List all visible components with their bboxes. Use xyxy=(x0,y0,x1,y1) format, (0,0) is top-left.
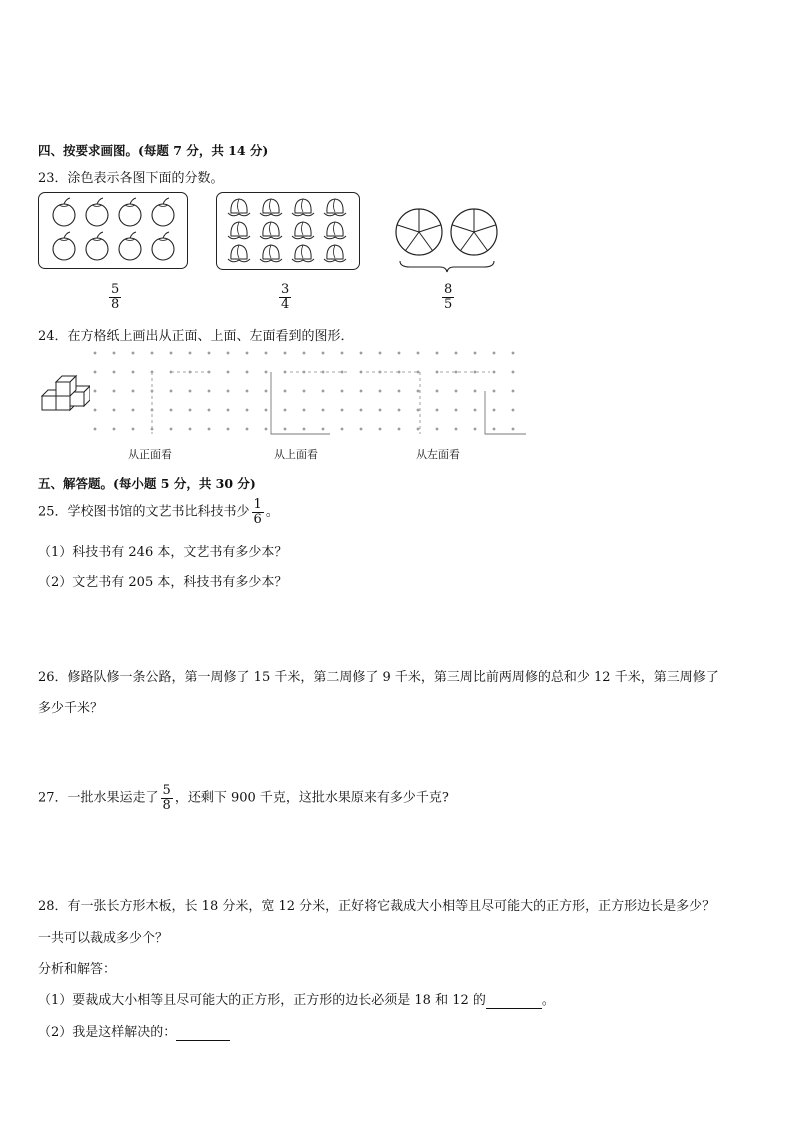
question-26-line-2: 多少千米？ xyxy=(38,701,104,716)
question-27-suffix: ，还剩下 900 千克，这批水果原来有多少千克? xyxy=(174,790,449,806)
answer-blank[interactable] xyxy=(486,993,542,1009)
question-23-text: 23．涂色表示各图下面的分数。 xyxy=(38,171,224,186)
question-28-sub-1 xyxy=(38,989,555,1009)
fraction-numerator: 5 xyxy=(162,783,171,798)
apple-icon xyxy=(152,198,174,226)
peach-icon xyxy=(324,222,346,239)
question-28-sub-2 xyxy=(38,1021,230,1041)
fraction-numerator: 5 xyxy=(111,282,120,297)
question-28-analysis: 分析和解答： xyxy=(38,962,117,977)
peach-icon xyxy=(228,199,250,216)
question-24-text: 24．在方格纸上画出从正面、上面、左面看到的图形． xyxy=(38,329,354,344)
answer-blank[interactable] xyxy=(176,1025,230,1041)
apple-icon xyxy=(119,198,141,226)
pie-circle-icon xyxy=(396,209,442,255)
apple-icon xyxy=(39,193,187,268)
peach-icon xyxy=(217,193,359,269)
question-28-sub-1-suffix: 。 xyxy=(541,993,555,1008)
question-28-sub-1-prefix: （1）要裁成大小相等且尽可能大的正方形，正方形的边长必须是 18 和 12 的 xyxy=(38,993,486,1008)
brace-icon xyxy=(400,261,494,272)
apple-icon xyxy=(86,198,108,226)
question-26-line-1: 26．修路队修一条公路，第一周修了 15 千米，第二周修了 9 千米，第三周比前两周修的总和少 12 千米，第三周修了 xyxy=(38,670,719,685)
peach-icon xyxy=(292,245,314,262)
peach-icon xyxy=(292,222,314,239)
apple-icon xyxy=(119,232,141,260)
pie-circle-icon xyxy=(451,209,497,255)
fraction-denominator: 4 xyxy=(281,296,290,312)
view-label-front: 从正面看 xyxy=(128,448,172,461)
peaches-figure xyxy=(216,192,360,270)
apples-figure xyxy=(38,192,188,269)
question-25-sub-2: （2）文艺书有 205 本，科技书有多少本？ xyxy=(38,575,288,590)
view-label-top: 从上面看 xyxy=(274,448,318,461)
peach-icon xyxy=(292,199,314,216)
view-label-left: 从左面看 xyxy=(416,448,460,461)
peach-icon xyxy=(324,199,346,216)
fraction-denominator: 6 xyxy=(253,511,262,527)
peach-icon xyxy=(228,222,250,239)
stacked-cubes-icon xyxy=(40,372,90,414)
peach-icon xyxy=(228,245,250,262)
apple-icon xyxy=(86,232,108,260)
dotted-grid-paper xyxy=(90,348,530,440)
fraction-five-eighths xyxy=(107,283,123,311)
peach-icon xyxy=(260,199,282,216)
peach-icon xyxy=(324,245,346,262)
section-5-heading: 五、解答题。(每小题 5 分，共 30 分) xyxy=(38,476,256,491)
question-25-sub-1: （1）科技书有 246 本，文艺书有多少本？ xyxy=(38,545,288,560)
question-28-sub-2-prefix: （2）我是这样解决的： xyxy=(38,1025,177,1040)
fraction-denominator: 5 xyxy=(444,296,453,312)
fraction-three-quarters xyxy=(277,283,293,311)
fraction-denominator: 8 xyxy=(111,296,120,312)
fraction-numerator: 8 xyxy=(444,282,453,297)
apple-icon xyxy=(152,232,174,260)
fraction-eight-fifths xyxy=(440,283,456,311)
fraction-numerator: 1 xyxy=(253,497,262,512)
section-4-heading: 四、按要求画图。(每题 7 分，共 14 分) xyxy=(38,143,269,158)
question-28-line-2: 一共可以裁成多少个？ xyxy=(38,931,169,946)
question-25-prefix: 25．学校图书馆的文艺书比科技书少 xyxy=(38,504,250,520)
question-28-line-1: 28．有一张长方形木板，长 18 分米，宽 12 分米，正好将它裁成大小相等且尽可能大的正方形，正方形边长是多少？ xyxy=(38,899,716,914)
question-25-text xyxy=(38,498,279,526)
apple-icon xyxy=(53,232,75,260)
question-27-prefix: 27．一批水果运走了 xyxy=(38,790,159,806)
question-27-text xyxy=(38,784,449,812)
peach-icon xyxy=(260,222,282,239)
peach-icon xyxy=(260,245,282,262)
question-25-suffix: 。 xyxy=(265,504,279,520)
pie-circles-figure xyxy=(392,205,502,275)
fraction-denominator: 8 xyxy=(162,797,171,813)
apple-icon xyxy=(53,198,75,226)
fraction-numerator: 3 xyxy=(281,282,290,297)
